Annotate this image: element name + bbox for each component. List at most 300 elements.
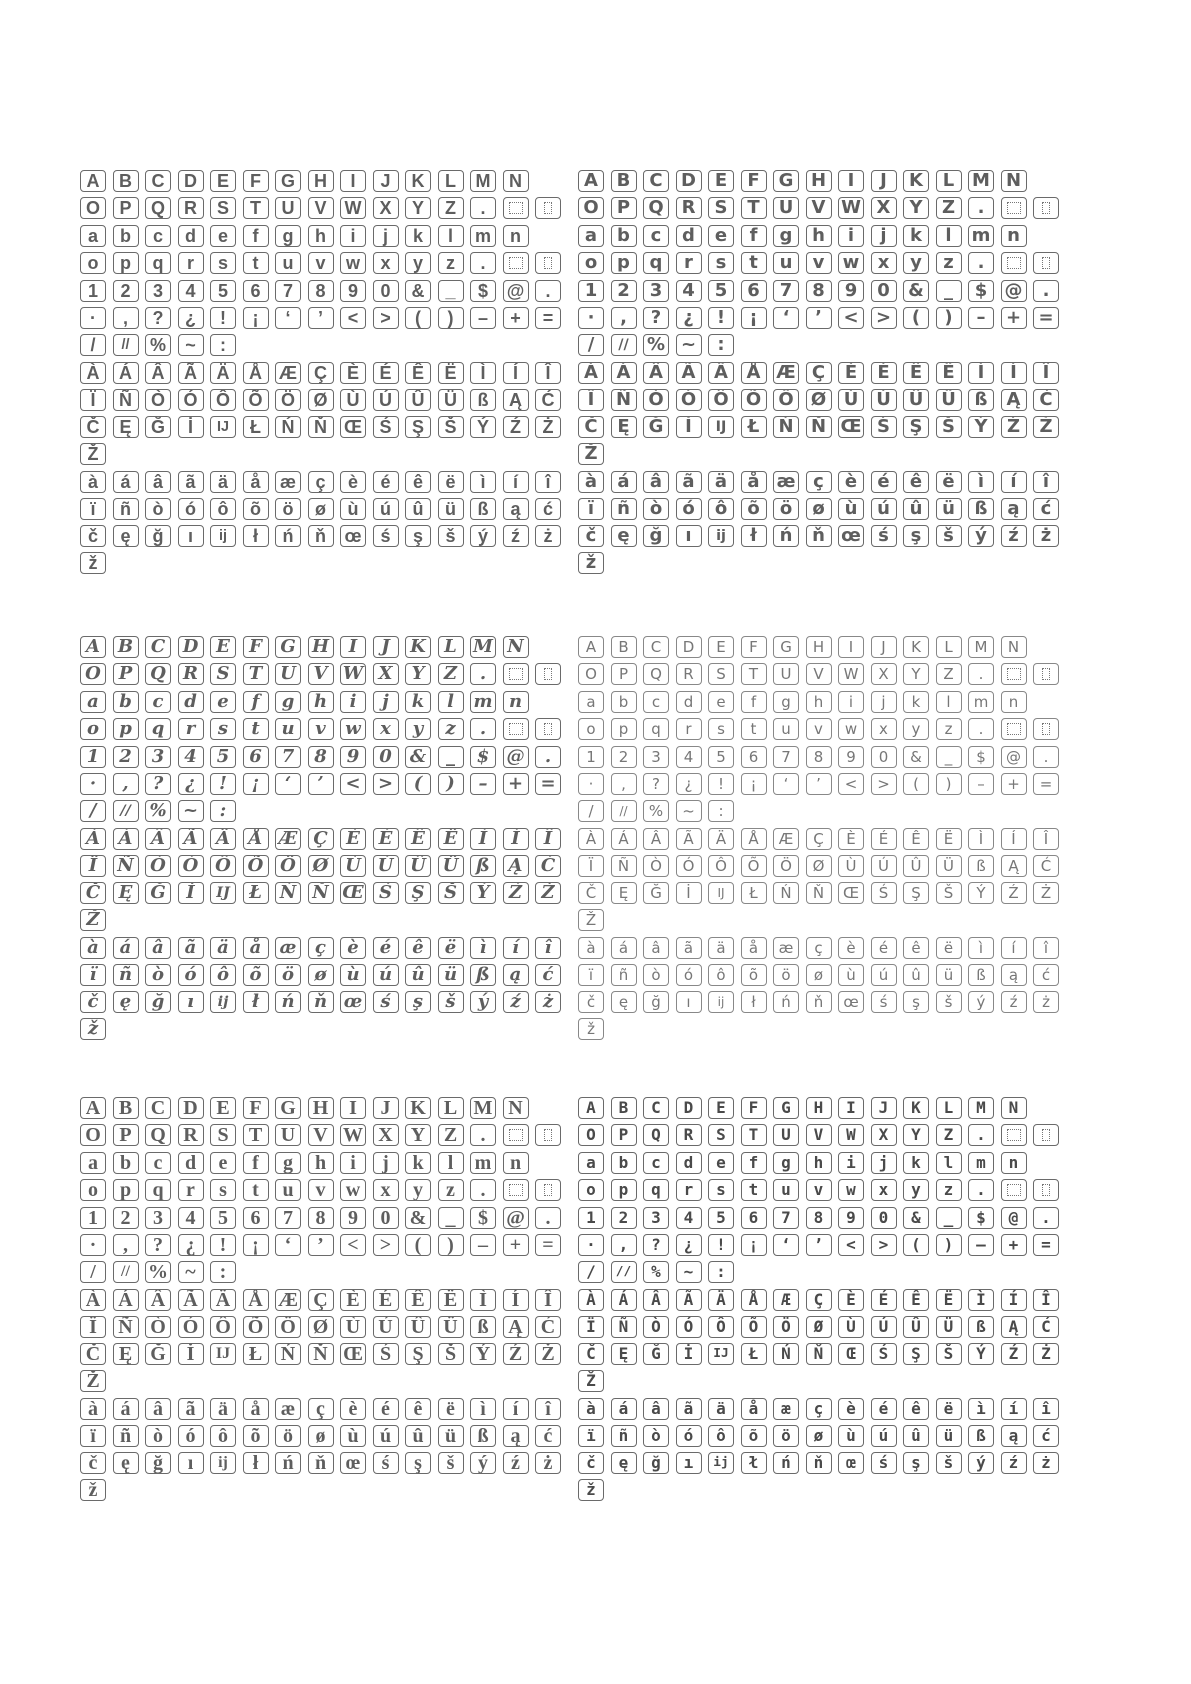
glyph-cell (340, 828, 366, 850)
glyph-cell (80, 1425, 106, 1447)
glyph-cell (308, 471, 334, 493)
glyph-char: h (812, 225, 825, 246)
glyph-cell (438, 1452, 464, 1474)
glyph-char: ą (1007, 498, 1020, 519)
glyph-row (80, 498, 574, 520)
glyph-char: Ù (846, 1317, 856, 1336)
glyph-cell (643, 498, 669, 520)
glyph-cell (113, 471, 139, 493)
glyph-row (80, 197, 574, 219)
glyph-char: H (312, 1097, 329, 1119)
glyph-char: œ (846, 1453, 856, 1472)
glyph-char: æ (279, 937, 297, 958)
glyph-cell (968, 525, 994, 547)
glyph-char: Ò (150, 1316, 166, 1338)
glyph-char: ł (748, 1453, 759, 1472)
glyph-char: Á (118, 828, 133, 849)
glyph-char: Å (746, 362, 761, 383)
glyph-char: , (122, 308, 128, 328)
glyph-row (80, 1425, 574, 1447)
glyph-cell (308, 1234, 334, 1256)
glyph-char: Å (748, 829, 759, 848)
glyph-cell (1033, 991, 1059, 1013)
glyph-cell (438, 280, 464, 302)
glyph-cell (373, 225, 399, 247)
glyph-cell (80, 636, 106, 658)
glyph-char: T (250, 198, 261, 218)
glyph-char: í (1011, 938, 1016, 957)
glyph-cell (806, 1343, 832, 1365)
glyph-cell (243, 1398, 269, 1420)
glyph-char: Ň (813, 1344, 824, 1363)
glyph-char: ň (813, 1453, 824, 1472)
glyph-char: J (380, 171, 391, 191)
glyph-char: û (911, 1426, 921, 1445)
glyph-cell (708, 1097, 734, 1119)
glyph-char: Š (444, 1343, 457, 1365)
glyph-char: e (716, 692, 726, 711)
glyph-char: ń (282, 526, 294, 546)
glyph-cell (936, 170, 962, 192)
glyph-cell (178, 362, 204, 384)
glyph-char: < (844, 774, 858, 793)
glyph-cell (80, 498, 106, 520)
glyph-char: Ú (876, 389, 891, 410)
glyph-char: á (120, 1398, 131, 1420)
glyph-cell (676, 855, 702, 877)
glyph-cell (871, 471, 897, 493)
glyph-cell (340, 1289, 366, 1311)
glyph-cell (275, 1097, 301, 1119)
glyph-cell (578, 828, 604, 850)
glyph-cell (838, 1207, 864, 1229)
glyph-char: . (545, 1207, 551, 1229)
glyph-char: ì (976, 1399, 986, 1418)
glyph-cell (178, 1124, 204, 1146)
glyph-cell (503, 1343, 529, 1365)
glyph-cell (145, 525, 171, 547)
glyph-cell (903, 855, 929, 877)
glyph-cell (741, 746, 767, 768)
glyph-cell (113, 1316, 139, 1338)
glyph-cell (340, 636, 366, 658)
glyph-char: ń (281, 991, 295, 1012)
glyph-cell (936, 280, 962, 302)
glyph-cell (968, 746, 994, 768)
glyph-cell (708, 1425, 734, 1447)
glyph-cell (503, 1234, 529, 1256)
glyph-cell (243, 636, 269, 658)
glyph-cell (838, 389, 864, 411)
glyph-char: Ê (911, 829, 921, 848)
glyph-cell (838, 1234, 864, 1256)
glyph-char: Ň (313, 1343, 328, 1365)
glyph-char: ć (543, 1425, 553, 1447)
glyph-row (578, 691, 1072, 713)
glyph-cell (1001, 389, 1027, 411)
glyph-cell (643, 773, 669, 795)
glyph-char: B (118, 1097, 133, 1119)
glyph-char: š (943, 525, 954, 546)
glyph-char: ) (447, 308, 454, 328)
glyph-cell (643, 855, 669, 877)
glyph-char: Å (248, 828, 263, 849)
glyph-cell (968, 498, 994, 520)
glyph-cell (503, 691, 529, 713)
glyph-cell (1001, 964, 1027, 986)
glyph-char: ‘ (285, 308, 291, 328)
glyph-char: ı (683, 1453, 694, 1472)
glyph-char: M (475, 171, 491, 191)
glyph-char: ø (315, 1425, 326, 1447)
glyph-char: % (646, 334, 666, 355)
glyph-cell (80, 718, 106, 740)
glyph-cell (936, 1398, 962, 1420)
glyph-cell (340, 280, 366, 302)
glyph-char: A (585, 637, 597, 656)
glyph-char: œ (841, 525, 861, 546)
glyph-cell (578, 225, 604, 247)
glyph-cell (373, 252, 399, 274)
glyph-cell (210, 252, 236, 274)
glyph-cell (535, 773, 561, 795)
glyph-char: Î (1041, 1290, 1051, 1309)
glyph-cell (275, 1152, 301, 1174)
glyph-row (578, 636, 1072, 658)
glyph-row (80, 828, 574, 850)
glyph-cell (708, 1452, 734, 1474)
glyph-cell (145, 1261, 171, 1283)
glyph-cell (113, 691, 139, 713)
glyph-cell (80, 1479, 106, 1501)
glyph-cell (275, 691, 301, 713)
glyph-cell (806, 1207, 832, 1229)
glyph-cell (145, 964, 171, 986)
glyph-cell (773, 746, 799, 768)
glyph-cell (503, 1398, 529, 1420)
glyph-char: å (748, 1399, 759, 1418)
glyph-cell (741, 882, 767, 904)
glyph-char: Ş (911, 883, 921, 902)
glyph-char: 9 (347, 281, 358, 301)
glyph-cell (903, 1452, 929, 1474)
glyph-char: L (944, 637, 953, 656)
glyph-char: é (380, 472, 391, 492)
glyph-cell (178, 170, 204, 192)
glyph-char: J (878, 1098, 889, 1117)
glyph-char: U (781, 1125, 791, 1144)
glyph-cell (1001, 882, 1027, 904)
glyph-cell (80, 855, 106, 877)
glyph-char: Ą (1008, 856, 1019, 875)
glyph-cell (838, 636, 864, 658)
glyph-cell (243, 389, 269, 411)
glyph-cell (871, 525, 897, 547)
glyph-cell (773, 882, 799, 904)
glyph-cell (676, 1207, 702, 1229)
glyph-cell (438, 498, 464, 520)
glyph-char: Ñ (119, 390, 132, 410)
glyph-cell (535, 1289, 561, 1311)
glyph-cell (145, 471, 171, 493)
glyph-char: . (479, 663, 487, 684)
glyph-cell (578, 252, 604, 274)
glyph-char: ê (412, 937, 424, 958)
glyph-char: Ú (378, 1316, 393, 1338)
glyph-cell (535, 855, 561, 877)
glyph-cell (373, 1316, 399, 1338)
glyph-cell (308, 1179, 334, 1201)
glyph-char: Č (85, 882, 101, 903)
glyph-char: ý (477, 526, 488, 546)
glyph-cell (80, 416, 106, 438)
glyph-cell (210, 307, 236, 329)
glyph-char: j (881, 692, 886, 711)
glyph-cell (773, 525, 799, 547)
glyph-char: É (878, 829, 889, 848)
glyph-char: È (346, 1289, 360, 1311)
glyph-char: ä (716, 1399, 726, 1418)
glyph-cell (373, 525, 399, 547)
glyph-cell (210, 1289, 236, 1311)
glyph-cell (936, 855, 962, 877)
glyph-cell (308, 416, 334, 438)
glyph-char: c (651, 1153, 661, 1172)
glyph-cell (113, 1234, 139, 1256)
glyph-cell (611, 991, 637, 1013)
glyph-cell (243, 1124, 269, 1146)
glyph-cell (275, 746, 301, 768)
glyph-cell (578, 552, 604, 574)
glyph-char: . (480, 253, 486, 273)
glyph-char: é (878, 938, 889, 957)
glyph-char: Î (543, 828, 553, 849)
glyph-cell (503, 1152, 529, 1174)
glyph-cell (806, 280, 832, 302)
glyph-cell (968, 1097, 994, 1119)
glyph-cell (275, 991, 301, 1013)
glyph-char: ć (1041, 965, 1051, 984)
glyph-cell (676, 280, 702, 302)
glyph-row (578, 525, 1072, 547)
glyph-char: è (348, 1398, 358, 1420)
glyph-cell (178, 636, 204, 658)
glyph-char: W (843, 664, 859, 683)
glyph-char: æ (781, 1399, 791, 1418)
glyph-char: $ (976, 747, 986, 766)
glyph-char: æ (279, 472, 296, 492)
glyph-cell (405, 1425, 431, 1447)
glyph-cell (643, 471, 669, 493)
glyph-cell (178, 1425, 204, 1447)
glyph-cell (1001, 1234, 1027, 1256)
glyph-char: Ł (249, 882, 262, 903)
glyph-cell (438, 964, 464, 986)
glyph-cell (936, 197, 962, 219)
glyph-cell (611, 1425, 637, 1447)
glyph-cell (1001, 991, 1027, 1013)
glyph-char: k (911, 692, 921, 711)
glyph-char: n (510, 226, 521, 246)
glyph-cell (643, 1398, 669, 1420)
glyph-char: ç (315, 472, 326, 492)
glyph-char: A (86, 171, 100, 191)
glyph-char: : (220, 335, 226, 355)
glyph-cell (936, 1289, 962, 1311)
glyph-char: B (618, 1098, 629, 1117)
glyph-char: y (412, 718, 424, 739)
glyph-char: 5 (716, 747, 726, 766)
glyph-char: c (153, 1152, 163, 1174)
glyph-char: Ê (411, 1289, 425, 1311)
glyph-cell (871, 416, 897, 438)
glyph-cell (145, 498, 171, 520)
glyph-cell (708, 1124, 734, 1146)
glyph-cell (535, 307, 561, 329)
glyph-char: m (473, 691, 493, 712)
glyph-char: ~ (185, 335, 196, 355)
glyph-char: q (151, 718, 165, 739)
glyph-char: Ż (1041, 1344, 1051, 1363)
glyph-char: ź (1008, 525, 1019, 546)
glyph-char: w (345, 1179, 361, 1201)
glyph-cell (676, 525, 702, 547)
glyph-cell (535, 471, 561, 493)
glyph-char: IJ (713, 1345, 729, 1361)
glyph-char: X (876, 197, 891, 218)
glyph-char: d (185, 226, 196, 246)
glyph-char: 7 (283, 1207, 293, 1229)
glyph-char: ä (217, 937, 229, 958)
empty-glyph-cell (1033, 718, 1059, 740)
glyph-cell (80, 334, 106, 356)
glyph-cell (741, 1425, 767, 1447)
glyph-char: ò (651, 1426, 661, 1445)
glyph-cell (741, 1398, 767, 1420)
glyph-cell (578, 525, 604, 547)
glyph-char: ¡ (252, 308, 259, 328)
glyph-cell (145, 882, 171, 904)
glyph-char: ö (282, 499, 294, 519)
glyph-cell (578, 991, 604, 1013)
glyph-cell (676, 746, 702, 768)
glyph-char: d (184, 691, 197, 712)
glyph-cell (405, 937, 431, 959)
glyph-char: D (183, 1097, 198, 1119)
glyph-char: Ş (411, 882, 425, 903)
glyph-cell (503, 280, 529, 302)
glyph-cell (708, 1398, 734, 1420)
glyph-char: ń (282, 1452, 294, 1474)
glyph-cell (968, 991, 994, 1013)
glyph-char: f (251, 691, 260, 712)
glyph-char: û (411, 964, 425, 985)
glyph-cell (838, 937, 864, 959)
glyph-cell (308, 1097, 334, 1119)
glyph-char: V (313, 1124, 328, 1146)
glyph-cell (1033, 498, 1059, 520)
glyph-cell (340, 1398, 366, 1420)
glyph-cell (340, 1343, 366, 1365)
glyph-cell (438, 1343, 464, 1365)
glyph-row (578, 416, 1072, 438)
glyph-cell (838, 773, 864, 795)
glyph-cell (113, 1398, 139, 1420)
glyph-char: v (315, 718, 326, 739)
glyph-cell (708, 855, 734, 877)
glyph-char: İ (685, 416, 692, 437)
glyph-char: . (977, 252, 985, 273)
glyph-char: ù (347, 1425, 359, 1447)
glyph-char: ý (478, 1452, 488, 1474)
glyph-cell (80, 1097, 106, 1119)
glyph-char: ß (477, 1425, 489, 1447)
glyph-char: ý (976, 992, 986, 1011)
glyph-char: à (88, 1398, 98, 1420)
glyph-panel-1 (80, 170, 574, 579)
glyph-cell (535, 362, 561, 384)
glyph-char: $ (976, 1208, 986, 1227)
glyph-cell (113, 1152, 139, 1174)
glyph-cell (968, 1234, 994, 1256)
glyph-cell (708, 773, 734, 795)
glyph-cell (676, 1234, 702, 1256)
glyph-char: Á (616, 362, 631, 383)
glyph-char: ø (813, 1426, 824, 1445)
glyph-cell (80, 1234, 106, 1256)
glyph-char: x (380, 718, 391, 739)
glyph-char: ï (89, 964, 97, 985)
glyph-char: Ç (813, 829, 824, 848)
glyph-char: Ý (976, 883, 986, 902)
glyph-char: è (844, 471, 858, 492)
glyph-cell (373, 1152, 399, 1174)
glyph-cell (405, 882, 431, 904)
glyph-char: ¿ (185, 308, 196, 328)
glyph-char: · (89, 1234, 97, 1256)
glyph-cell (470, 197, 496, 219)
glyph-cell (611, 225, 637, 247)
glyph-cell (1001, 1289, 1027, 1311)
glyph-cell (503, 882, 529, 904)
glyph-cell (611, 252, 637, 274)
glyph-cell (340, 362, 366, 384)
glyph-cell (178, 991, 204, 1013)
glyph-cell (438, 1124, 464, 1146)
glyph-cell (80, 471, 106, 493)
glyph-char: c (152, 226, 163, 246)
glyph-cell (340, 225, 366, 247)
glyph-cell (308, 636, 334, 658)
glyph-char: . (480, 1124, 486, 1146)
glyph-cell (373, 718, 399, 740)
glyph-cell (1001, 828, 1027, 850)
glyph-cell (340, 197, 366, 219)
glyph-cell (405, 636, 431, 658)
glyph-char: Ô (713, 389, 729, 410)
glyph-row (578, 773, 1072, 795)
glyph-char: > (379, 1234, 392, 1256)
glyph-cell (643, 1452, 669, 1474)
glyph-cell (611, 1343, 637, 1365)
glyph-cell (145, 1316, 171, 1338)
glyph-cell (871, 663, 897, 685)
glyph-cell (1001, 773, 1027, 795)
glyph-char: č (88, 1452, 98, 1474)
glyph-char: Ï (90, 390, 96, 410)
glyph-char: – (976, 1235, 986, 1254)
glyph-cell (178, 1207, 204, 1229)
